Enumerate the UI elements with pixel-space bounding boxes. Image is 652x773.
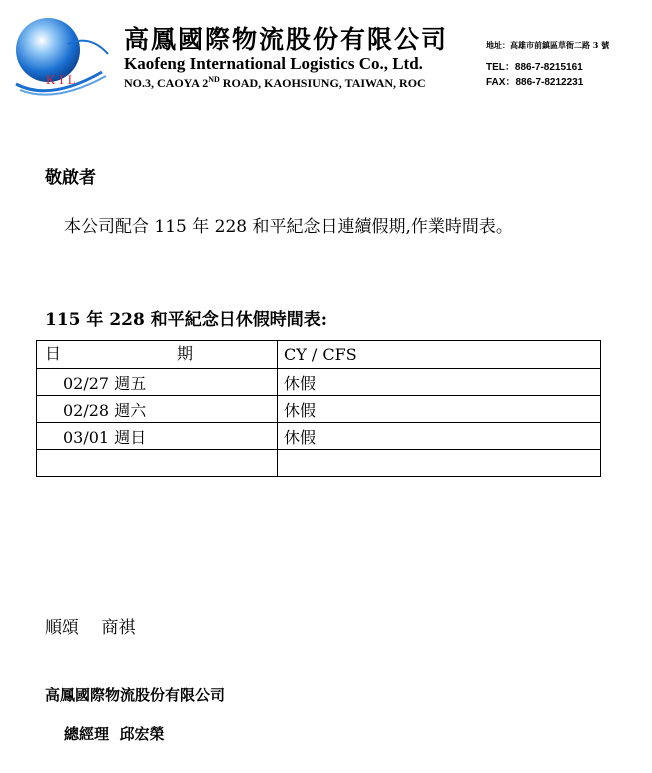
header-cycfs-cell: CY / CFS xyxy=(278,341,601,369)
row-date: 02/27 週五 xyxy=(63,373,147,393)
row-date: 03/01 週日 xyxy=(63,427,147,447)
signature-company: 高鳳國際物流股份有限公司 xyxy=(45,686,226,704)
closing-regards: 順頌 商祺 xyxy=(45,618,136,638)
table-row xyxy=(37,396,601,423)
table-row xyxy=(37,369,601,396)
address-prefix: NO.3, CAOYA 2 xyxy=(124,76,209,90)
company-name-zh: 高鳳國際物流股份有限公司 xyxy=(124,25,449,54)
table-title: 115 年 228 和平紀念日休假時間表: xyxy=(45,310,328,330)
address-suffix: ROAD, KAOHSIUNG, TAIWAN, ROC xyxy=(219,76,426,90)
company-fax: FAX：886-7-8212231 xyxy=(486,77,584,88)
company-tel: TEL：886-7-8215161 xyxy=(486,62,583,73)
row-date: 02/28 週六 xyxy=(63,400,147,420)
row-status xyxy=(278,450,601,477)
holiday-table xyxy=(36,340,601,477)
table-header-row xyxy=(37,341,601,369)
signature-person: 總經理 邱宏榮 xyxy=(64,725,165,743)
row-status: 休假 xyxy=(278,423,601,450)
logo-text: KIL xyxy=(46,72,80,87)
row-status: 休假 xyxy=(278,369,601,396)
salutation: 敬啟者 xyxy=(45,168,96,188)
header-date-cell xyxy=(37,341,278,369)
header-date-part2: 期 xyxy=(176,344,193,363)
row-status: 休假 xyxy=(278,396,601,423)
company-name-en: Kaofeng International Logistics Co., Ltd. xyxy=(124,54,423,73)
address-sup: ND xyxy=(208,75,220,84)
company-logo xyxy=(10,14,110,104)
table-row xyxy=(37,423,601,450)
intro-text: 本公司配合 115 年 228 和平紀念日連續假期,作業時間表。 xyxy=(64,217,513,237)
company-address-en xyxy=(124,75,426,91)
header-date-part1: 日 xyxy=(45,344,62,363)
table-row xyxy=(37,450,601,477)
company-address-zh: 地址：高雄市前鎮區草衙二路 3 號 xyxy=(486,40,610,50)
